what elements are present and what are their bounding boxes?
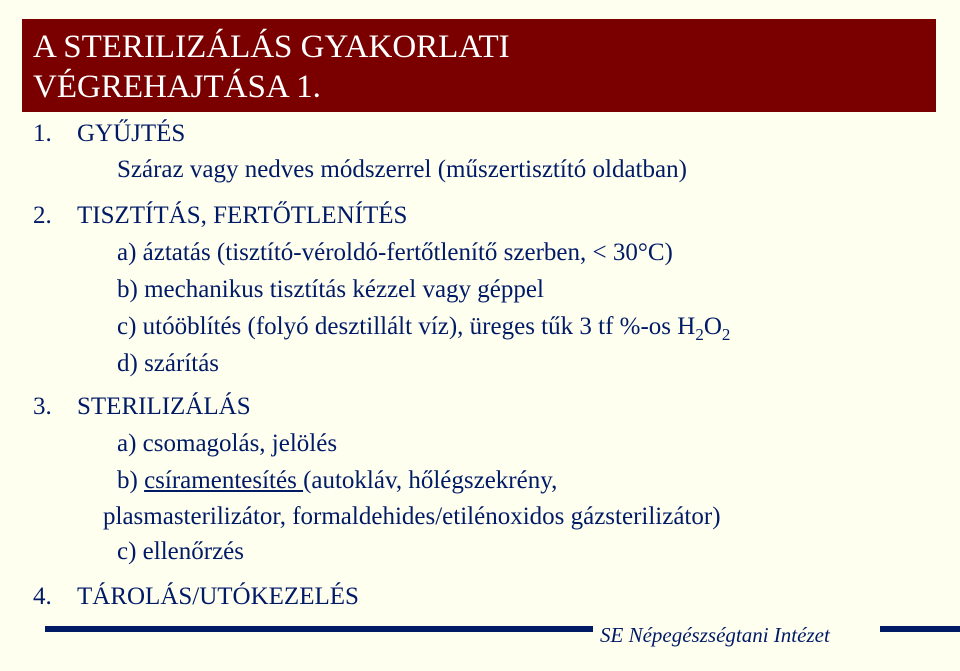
section-1-item-1: Száraz vagy nedves módszerrel (műszertisztító oldatban) <box>117 156 687 183</box>
section-title: GYŰJTÉS <box>77 120 186 147</box>
title-line-2: VÉGREHAJTÁSA 1. <box>33 69 321 105</box>
section-number: 3. <box>33 393 52 420</box>
section-number: 4. <box>33 583 52 610</box>
footer-institute-name: SE Népegészségtani Intézet <box>600 623 830 647</box>
section-2-item-c <box>117 312 730 342</box>
section-3-item-c: c) ellenőrzés <box>117 538 245 565</box>
section-number: 2. <box>33 202 52 229</box>
footer-rule-left <box>45 626 593 632</box>
section-title: TISZTÍTÁS, FERTŐTLENÍTÉS <box>77 202 408 229</box>
subscript-2: 2 <box>721 325 731 344</box>
subscript-1: 2 <box>695 325 704 344</box>
item-b-prefix: b) <box>117 467 145 494</box>
section-2-heading <box>33 201 407 231</box>
item-b-rest: (autokláv, hőlégszekrény, <box>303 467 558 494</box>
title-banner <box>22 19 936 112</box>
section-title: STERILIZÁLÁS <box>77 393 251 420</box>
title-line-1: A STERILIZÁLÁS GYAKORLATI <box>33 29 510 65</box>
footer-rule-right <box>880 626 960 632</box>
section-3-heading <box>33 392 251 422</box>
section-2-item-b: b) mechanikus tisztítás kézzel vagy géppel <box>117 276 544 303</box>
section-3-item-b-continuation: plasmasterilizátor, formaldehides/etilénoxidos gázsterilizátor) <box>103 503 721 530</box>
section-1-heading <box>33 119 185 149</box>
section-number: 1. <box>33 120 52 147</box>
section-title: TÁROLÁS/UTÓKEZELÉS <box>77 583 359 610</box>
section-4-heading <box>33 582 359 612</box>
section-2-item-d: d) szárítás <box>117 350 220 377</box>
section-3-item-a: a) csomagolás, jelölés <box>117 430 338 457</box>
section-3-item-b <box>117 466 557 496</box>
item-c-mid: O <box>703 313 722 340</box>
item-c-text: c) utóöblítés (folyó desztillált víz), üreges tűk 3 tf %-os H <box>117 313 696 340</box>
item-b-underlined: csíramentesítés <box>144 467 304 494</box>
section-2-item-a: a) áztatás (tisztító-véroldó-fertőtlenítő szerben, < 30°C) <box>117 239 673 266</box>
